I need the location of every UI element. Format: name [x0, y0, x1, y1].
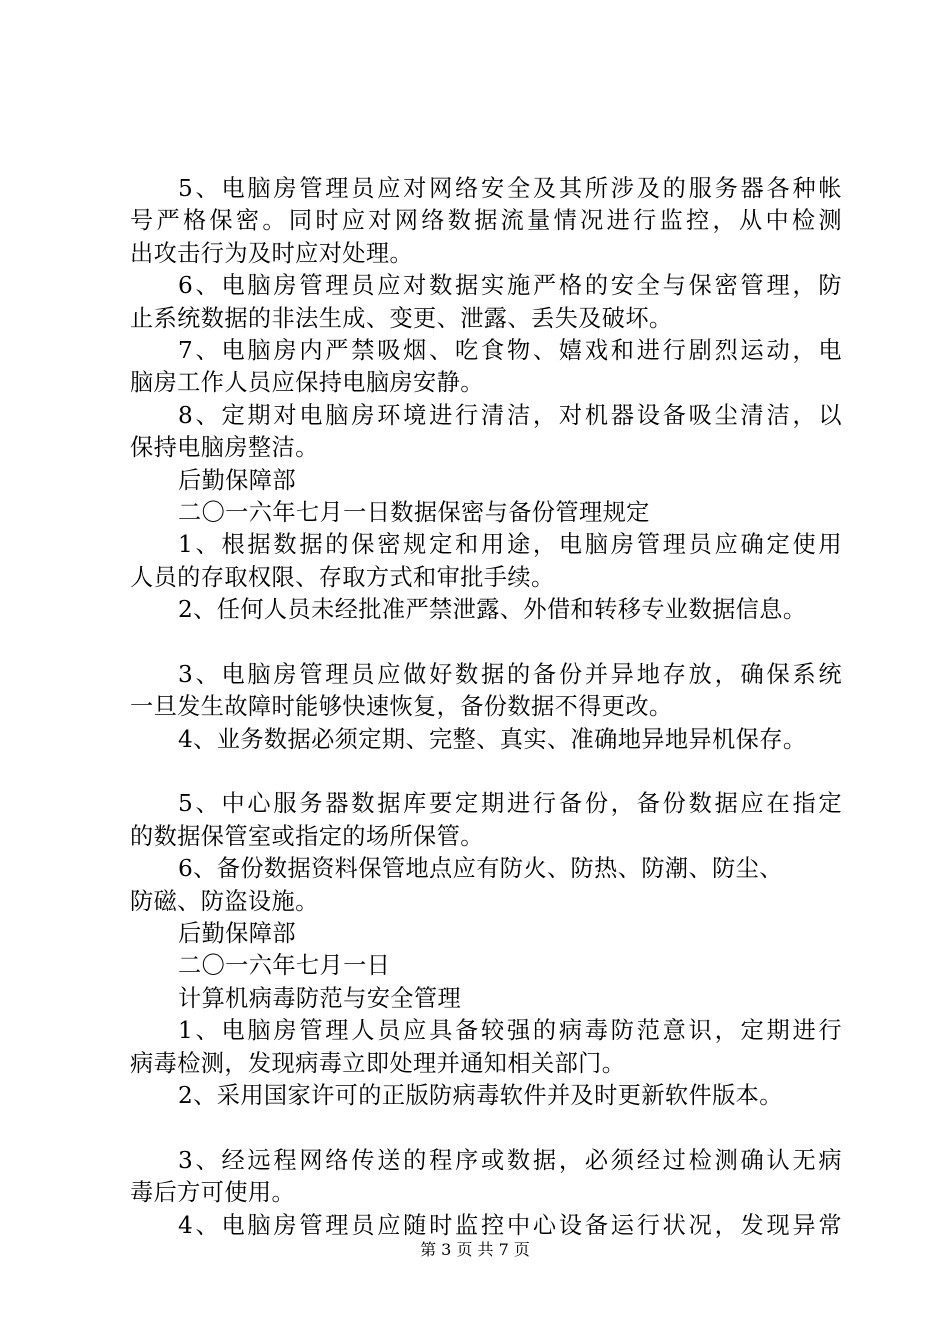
paragraph-line: 3、经远程网络传送的程序或数据，必须经过检测确认无病 — [178, 1146, 842, 1174]
document-body — [130, 173, 842, 1242]
paragraph-line: 脑房工作人员应保持电脑房安静。 — [130, 369, 484, 397]
paragraph-line: 的数据保管室或指定的场所保管。 — [130, 822, 484, 850]
paragraph-line: 防磁、防盗设施。 — [130, 887, 319, 915]
paragraph-line: 1、根据数据的保密规定和用途，电脑房管理员应确定使用 — [178, 531, 842, 559]
paragraph-line: 4、业务数据必须定期、完整、真实、准确地异地异机保存。 — [178, 725, 807, 753]
paragraph-line: 6、备份数据资料保管地点应有防火、防热、防潮、防尘、 — [178, 855, 783, 883]
paragraph-line: 8、定期对电脑房环境进行清洁，对机器设备吸尘清洁，以 — [178, 401, 842, 429]
paragraph-line: 止系统数据的非法生成、变更、泄露、丢失及破坏。 — [130, 304, 673, 332]
paragraph-line: 出攻击行为及时应对处理。 — [130, 239, 414, 267]
blank-line — [130, 756, 842, 788]
paragraph-line: 保持电脑房整洁。 — [130, 434, 319, 462]
paragraph-line: 1、电脑房管理人员应具备较强的病毒防范意识，定期进行 — [178, 1017, 842, 1045]
paragraph-line: 2、任何人员未经批准严禁泄露、外借和转移专业数据信息。 — [178, 596, 807, 624]
section-title: 计算机病毒防范与安全管理 — [178, 984, 462, 1012]
signature-date: 二〇一六年七月一日 — [178, 952, 391, 980]
date-and-section-title: 二〇一六年七月一日数据保密与备份管理规定 — [178, 498, 650, 526]
paragraph-line: 4、电脑房管理员应随时监控中心设备运行状况，发现异常 — [178, 1211, 842, 1239]
blank-line — [130, 626, 842, 658]
blank-line — [130, 1112, 842, 1144]
department-signature: 后勤保障部 — [178, 919, 296, 947]
paragraph-line: 病毒检测，发现病毒立即处理并通知相关部门。 — [130, 1049, 626, 1077]
paragraph-line: 号严格保密。同时应对网络数据流量情况进行监控，从中检测 — [130, 207, 842, 235]
paragraph-line: 2、采用国家许可的正版防病毒软件并及时更新软件版本。 — [178, 1081, 783, 1109]
page-number-footer: 第 3 页 共 7 页 — [420, 1240, 530, 1259]
paragraph-line: 5、中心服务器数据库要定期进行备份，备份数据应在指定 — [178, 790, 842, 818]
paragraph-line: 人员的存取权限、存取方式和审批手续。 — [130, 563, 555, 591]
paragraph-line: 6、电脑房管理员应对数据实施严格的安全与保密管理，防 — [178, 272, 842, 300]
paragraph-line: 一旦发生故障时能够快速恢复，备份数据不得更改。 — [130, 693, 673, 721]
paragraph-line: 3、电脑房管理员应做好数据的备份并异地存放，确保系统 — [178, 660, 842, 688]
paragraph-line: 7、电脑房内严禁吸烟、吃食物、嬉戏和进行剧烈运动，电 — [178, 336, 842, 364]
paragraph-line: 毒后方可使用。 — [130, 1179, 296, 1207]
department-signature: 后勤保障部 — [178, 466, 296, 494]
paragraph-line: 5、电脑房管理员应对网络安全及其所涉及的服务器各种帐 — [178, 175, 842, 202]
